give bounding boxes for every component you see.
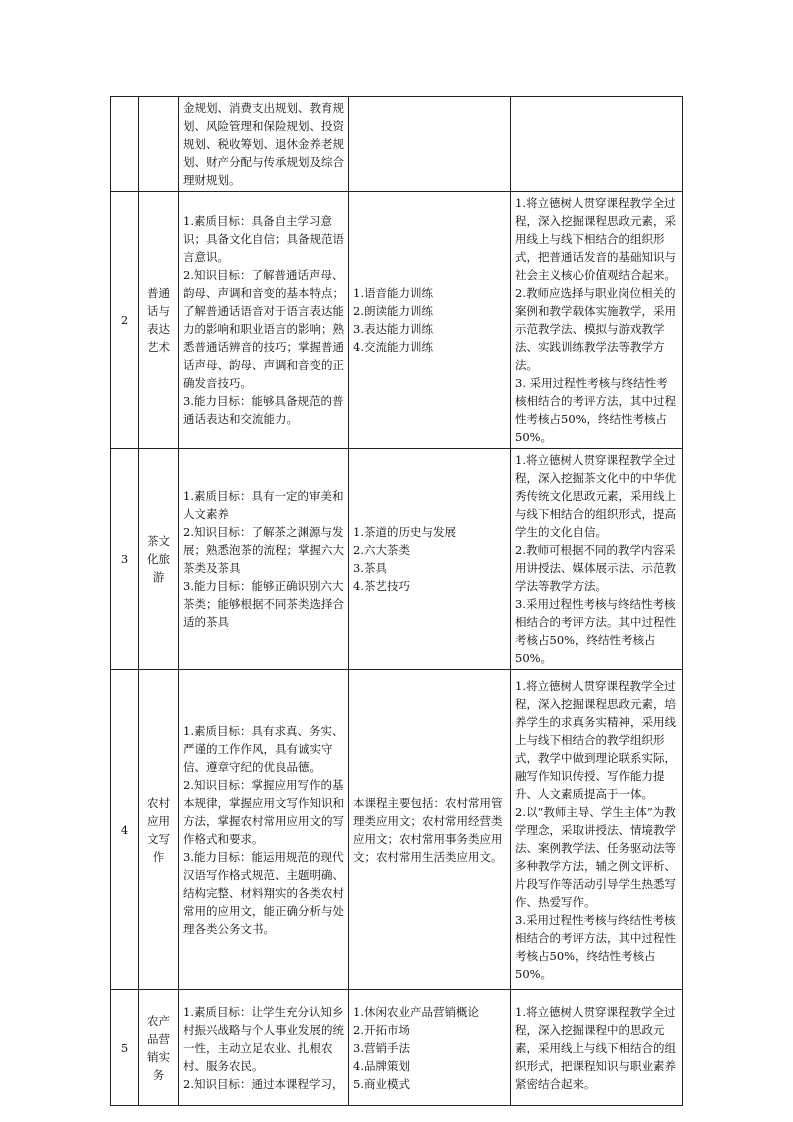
course-goals-line: 2.知识目标：了解普通话声母、韵母、声调和音变的基本特点；了解普通话语音对于语言表达能力的影响和职业语言的影响；熟悉普通话辨音的技巧；掌握普通话声母、韵母、声调和音变的正确发音技巧。 [183,268,344,390]
course-goals-line: 2.知识目标：通过本课程学习， [183,1076,344,1091]
course-content-line: 2.朗读能力训练 [353,304,433,318]
course-goals-line: 1.素质目标：具有求真、务实、严谨的工作作风，具有诚实守信、遵章守纪的优良品德。 [183,723,344,774]
row-number-text: 3 [120,552,129,566]
course-name-text: 农产品营销实务 [147,1013,170,1082]
course-content-line: 4.茶艺技巧 [353,579,410,593]
teaching-method-line: 2.教师应选择与职业岗位相关的案例和教学载体实施教学，采用示范教学法、模拟与游戏教学法、实践训练教学法等教学方法。 [515,286,676,372]
course-content [349,97,511,192]
course-content-line: 2.六大茶类 [353,543,410,557]
course-name-text: 普通话与表达艺术 [147,286,170,354]
teaching-method [511,192,683,449]
course-name [139,990,179,1106]
teaching-method-line: 3.采用过程性考核与终结性考核相结合的考评方法。其中过程性考核占50%，终结性考核占50%。 [515,597,676,665]
teaching-method-line: 1.将立德树人贯穿课程教学全过程，深入挖掘课程思政元素，培养学生的求真务实精神，采用线上与线下相结合的教学组织形式，教学中做到理论联系实际，融写作知识传授、写作能力提升、人文素质提高于一体。 [515,678,676,801]
row-number [111,990,139,1106]
teaching-method-line: 2.教师可根据不同的教学内容采用讲授法、媒体展示法、示范教学法等教学方法。 [515,543,676,593]
teaching-method-line: 3.采用过程性考核与终结性考核相结合的考评方法，其中过程性考核占50%，终结性考核占50%。 [515,912,676,981]
course-content-line: 4.品牌策划 [353,1058,410,1073]
course-name-text: 茶文化旅游 [147,534,170,584]
course-goals-line: 1.素质目标：具有一定的审美和人文素养 [183,489,344,521]
course-name [139,449,179,670]
course-content-line: 3.营销手法 [353,1040,410,1055]
row-number [111,97,139,192]
row-number-text: 4 [120,822,129,837]
course-content-line: 2.开拓市场 [353,1022,410,1037]
course-goals-line: 金规划、消费支出规划、教育规划、风险管理和保险规划、投资规划、税收筹划、退休金养老规划、财产分配与传承规划及综合理财规划。 [183,101,344,187]
teaching-method-line: 3. 采用过程性考核与终结性考核相结合的考评方法，其中过程性考核占50%，终结性考核占50%。 [515,376,676,444]
row-number [111,670,139,990]
table-row [111,449,683,670]
course-content-line: 3.表达能力训练 [353,322,433,336]
course-goals [179,449,349,670]
course-content-line: 1.休闲农业产品营销概论 [353,1004,479,1019]
course-goals-line: 3.能力目标：能够正确识别六大茶类；能够根据不同茶类选择合适的茶具 [183,579,344,629]
teaching-method-line: 2.以“教师主导、学生主体”为教学理念，采取讲授法、情境教学法、案例教学法、任务驱动法等多种教学方法，辅之例文评析、片段写作等活动引导学生热悉写作、热爱写作。 [515,804,676,909]
course-goals [179,670,349,990]
course-content [349,449,511,670]
course-content [349,670,511,990]
course-goals-line: 1.素质目标：让学生充分认知乡村振兴战略与个人事业发展的统一性，主动立足农业、扎根农村、服务农民。 [183,1004,344,1073]
row-number [111,449,139,670]
row-number-text: 2 [120,313,129,327]
course-content-line: 5.商业模式 [353,1076,410,1091]
teaching-method [511,670,683,990]
table-row [111,97,683,192]
table-row [111,192,683,449]
course-goals-line: 2.知识目标：掌握应用写作的基本规律，掌握应用文写作知识和方法，掌握农村常用应用文的写作格式和要求。 [183,777,344,846]
teaching-method-line: 1.将立德树人贯穿课程教学全过程，深入挖掘课程思政元素，采用线上与线下相结合的组织形式，把普通话发音的基础知识与社会主义核心价值观结合起来。 [515,196,676,282]
teaching-method [511,990,683,1106]
teaching-method [511,449,683,670]
course-name [139,97,179,192]
course-name-text: 农村应用文写作 [147,795,170,864]
course-goals-line: 1.素质目标：具备自主学习意识；具备文化自信；具备规范语言意识。 [183,214,344,264]
teaching-method-line: 1.将立德树人贯穿课程教学全过程，深入挖掘茶文化中的中华优秀传统文化思政元素，采用线上与线下相结合的组织形式，提高学生的文化自信。 [515,453,676,539]
course-content [349,990,511,1106]
course-goals [179,990,349,1106]
teaching-method [511,97,683,192]
course-content-line: 1.茶道的历史与发展 [353,525,456,539]
course-content-line: 本课程主要包括：农村常用管理类应用文；农村常用经营类应用文；农村常用事务类应用文；农村常用生活类应用文。 [353,795,503,864]
course-content [349,192,511,449]
course-goals [179,192,349,449]
course-goals-line: 2.知识目标：了解茶之渊源与发展；熟悉泡茶的流程；掌握六大茶类及茶具 [183,525,344,575]
row-number-text: 5 [120,1040,129,1055]
course-name [139,192,179,449]
table-row [111,990,683,1106]
course-content-line: 3.茶具 [353,561,387,575]
course-goals-line: 3.能力目标：能运用规范的现代汉语写作格式规范、主题明确、结构完整、材料翔实的各类农村常用的应用文，能正确分析与处理各类公务文书。 [183,849,344,936]
teaching-method-line: 1.将立德树人贯穿课程教学全过程，深入挖掘课程中的思政元素，采用线上与线下相结合的组织形式，把课程知识与职业素养紧密结合起来。 [515,1004,676,1091]
curriculum-table [110,96,683,1106]
course-goals-line: 3.能力目标：能够具备规范的普通话表达和交流能力。 [183,394,344,426]
course-goals [179,97,349,192]
course-name [139,670,179,990]
course-content-line: 4.交流能力训练 [353,340,433,354]
table-row [111,670,683,990]
course-content-line: 1.语音能力训练 [353,286,433,300]
row-number [111,192,139,449]
